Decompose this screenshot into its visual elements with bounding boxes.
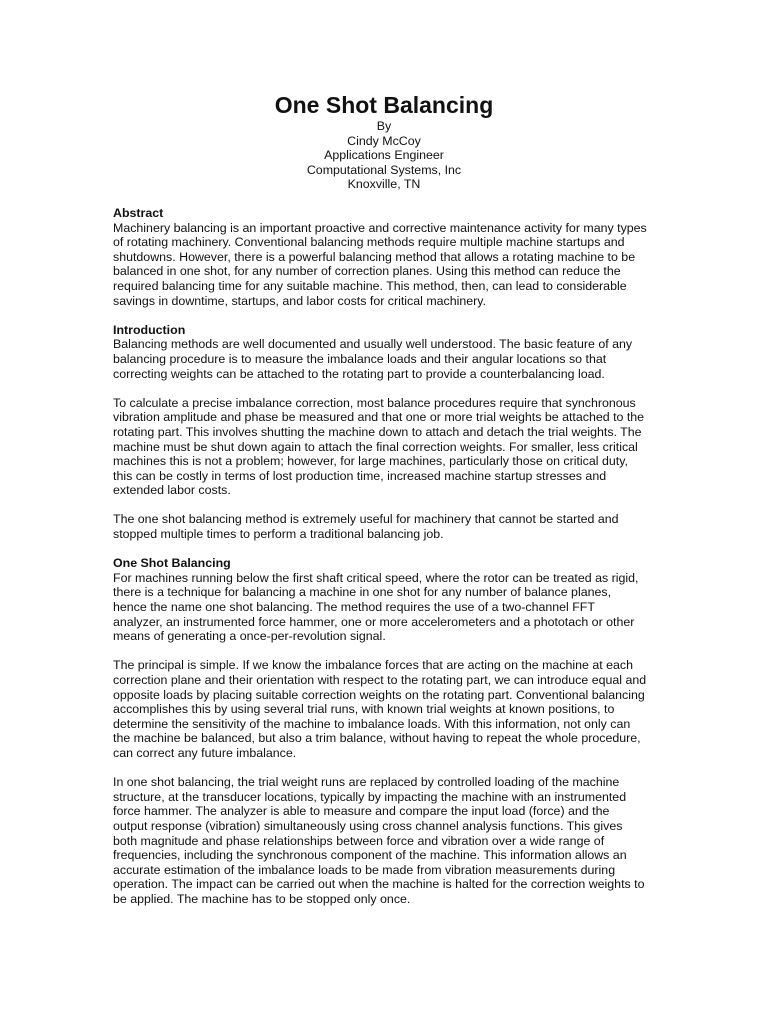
paragraph-line: The principal is simple. If we know the imbalance forces that are acting on the machine at each: [113, 658, 633, 673]
document-title: One Shot Balancing: [274, 92, 494, 118]
paragraph: [113, 396, 658, 498]
section: [113, 323, 658, 542]
paragraph: [113, 337, 658, 381]
paragraph-line: means of generating a once-per-revolution signal.: [113, 629, 386, 644]
paragraph-line: the machine be balanced, but also a trim balance, without having to repeat the whole procedure,: [113, 731, 641, 746]
paragraph-line: extended labor costs.: [113, 483, 231, 498]
byline-by: By: [376, 119, 392, 133]
paragraph-line: this can be costly in terms of lost production time, increased machine startup stresses and: [113, 468, 607, 483]
paragraph-line: frequencies, including the synchronous component of the machine. This information allows an: [113, 848, 627, 863]
paragraph-line: opposite loads by placing suitable correction weights on the rotating part. Conventional balancing: [113, 687, 645, 702]
paragraph-line: In one shot balancing, the trial weight runs are replaced by controlled loading of the machine: [113, 775, 620, 790]
paragraph-line: there is a technique for balancing a machine in one shot for any number of balance planes,: [113, 585, 612, 600]
paragraph-line: For machines running below the first shaft critical speed, where the rotor can be treated as rigid,: [113, 570, 639, 585]
paragraph-line: correction plane and their orientation with respect to the rotating part, we can introduce equal and: [113, 673, 647, 687]
paragraph-line: accurate estimation of the imbalance loads to be made from vibration measurements during: [113, 862, 616, 877]
section: [113, 556, 658, 906]
paragraph: [113, 221, 658, 309]
paragraph: [113, 775, 658, 906]
section: [113, 206, 658, 308]
paragraph-line: operation. The impact can be carried out when the machine is halted for the correction weights to: [113, 877, 645, 892]
paragraph-line: of rotating machinery. Conventional balancing methods require multiple machine startups and: [113, 235, 625, 250]
paragraph-line: Machinery balancing is an important proactive and corrective maintenance activity for many types: [113, 220, 647, 235]
paragraph-line: machines this is not a problem; however, for large machines, particularly those on critical duty,: [113, 454, 628, 469]
paragraph-line: can correct any future imbalance.: [113, 745, 297, 760]
paragraph-line: balancing procedure is to measure the imbalance loads and their angular locations so that: [113, 351, 607, 366]
section-heading: Abstract: [113, 206, 164, 220]
paragraph-line: accomplishes this by using several trial runs, with known trial weights at known positions, to: [113, 702, 615, 717]
section-heading: Introduction: [113, 322, 186, 337]
paragraph-line: both magnitude and phase relationships between force and vibration over a wide range of: [113, 833, 605, 848]
paragraph-line: The one shot balancing method is extremely useful for machinery that cannot be started and: [113, 512, 619, 527]
paragraph-line: stopped multiple times to perform a traditional balancing job.: [113, 527, 444, 542]
author-block: [0, 119, 768, 192]
paragraph-line: hence the name one shot balancing. The method requires the use of a two-channel FFT: [113, 600, 595, 615]
paragraph-line: structure, at the transducer locations, typically by impacting the machine with an instrumented: [113, 789, 627, 804]
paragraph-line: required balancing time for any suitable machine. This method, then, can lead to considerable: [113, 278, 627, 293]
author-location: Knoxville, TN: [347, 177, 421, 192]
author-company: Computational Systems, Inc: [306, 162, 462, 177]
paragraph-line: rotating part. This involves shutting the machine down to attach and detach the trial weights. The: [113, 424, 642, 439]
document-body: [113, 206, 658, 921]
paragraph-line: savings in downtime, startups, and labor costs for critical machinery.: [113, 293, 487, 308]
paragraph-line: force hammer. The analyzer is able to measure and compare the input load (force) and the: [113, 804, 610, 819]
paragraph-line: Balancing methods are well documented and usually well understood. The basic feature of any: [113, 337, 633, 352]
paragraph-line: be applied. The machine has to be stopped only once.: [113, 891, 411, 906]
paragraph: [113, 512, 658, 541]
paragraph-line: correcting weights can be attached to the rotating part to provide a counterbalancing load.: [113, 366, 605, 381]
author-name: Cindy McCoy: [347, 133, 421, 148]
paragraph-line: output response (vibration) simultaneously using cross channel analysis functions. This gives: [113, 818, 623, 833]
paragraph-line: determine the sensitivity of the machine to imbalance loads. With this information, not only can: [113, 716, 631, 731]
paragraph-line: machine must be shut down again to attach the final correction weights. For smaller, less critical: [113, 439, 638, 454]
paragraph: [113, 571, 658, 644]
paragraph-line: analyzer, an instrumented force hammer, one or more accelerometers and a phototach or other: [113, 614, 635, 629]
paragraph-line: shutdowns. However, there is a powerful balancing method that allows a rotating machine to be: [113, 249, 636, 264]
author-role: Applications Engineer: [324, 148, 444, 163]
section-heading: One Shot Balancing: [113, 556, 231, 571]
paragraph-line: balanced in one shot, for any number of correction planes. Using this method can reduce the: [113, 264, 621, 279]
paragraph: [113, 658, 658, 760]
paragraph-line: vibration amplitude and phase be measured and that one or more trial weights be attached to the: [113, 410, 645, 425]
paragraph-line: To calculate a precise imbalance correction, most balance procedures require that synchronous: [113, 395, 636, 410]
